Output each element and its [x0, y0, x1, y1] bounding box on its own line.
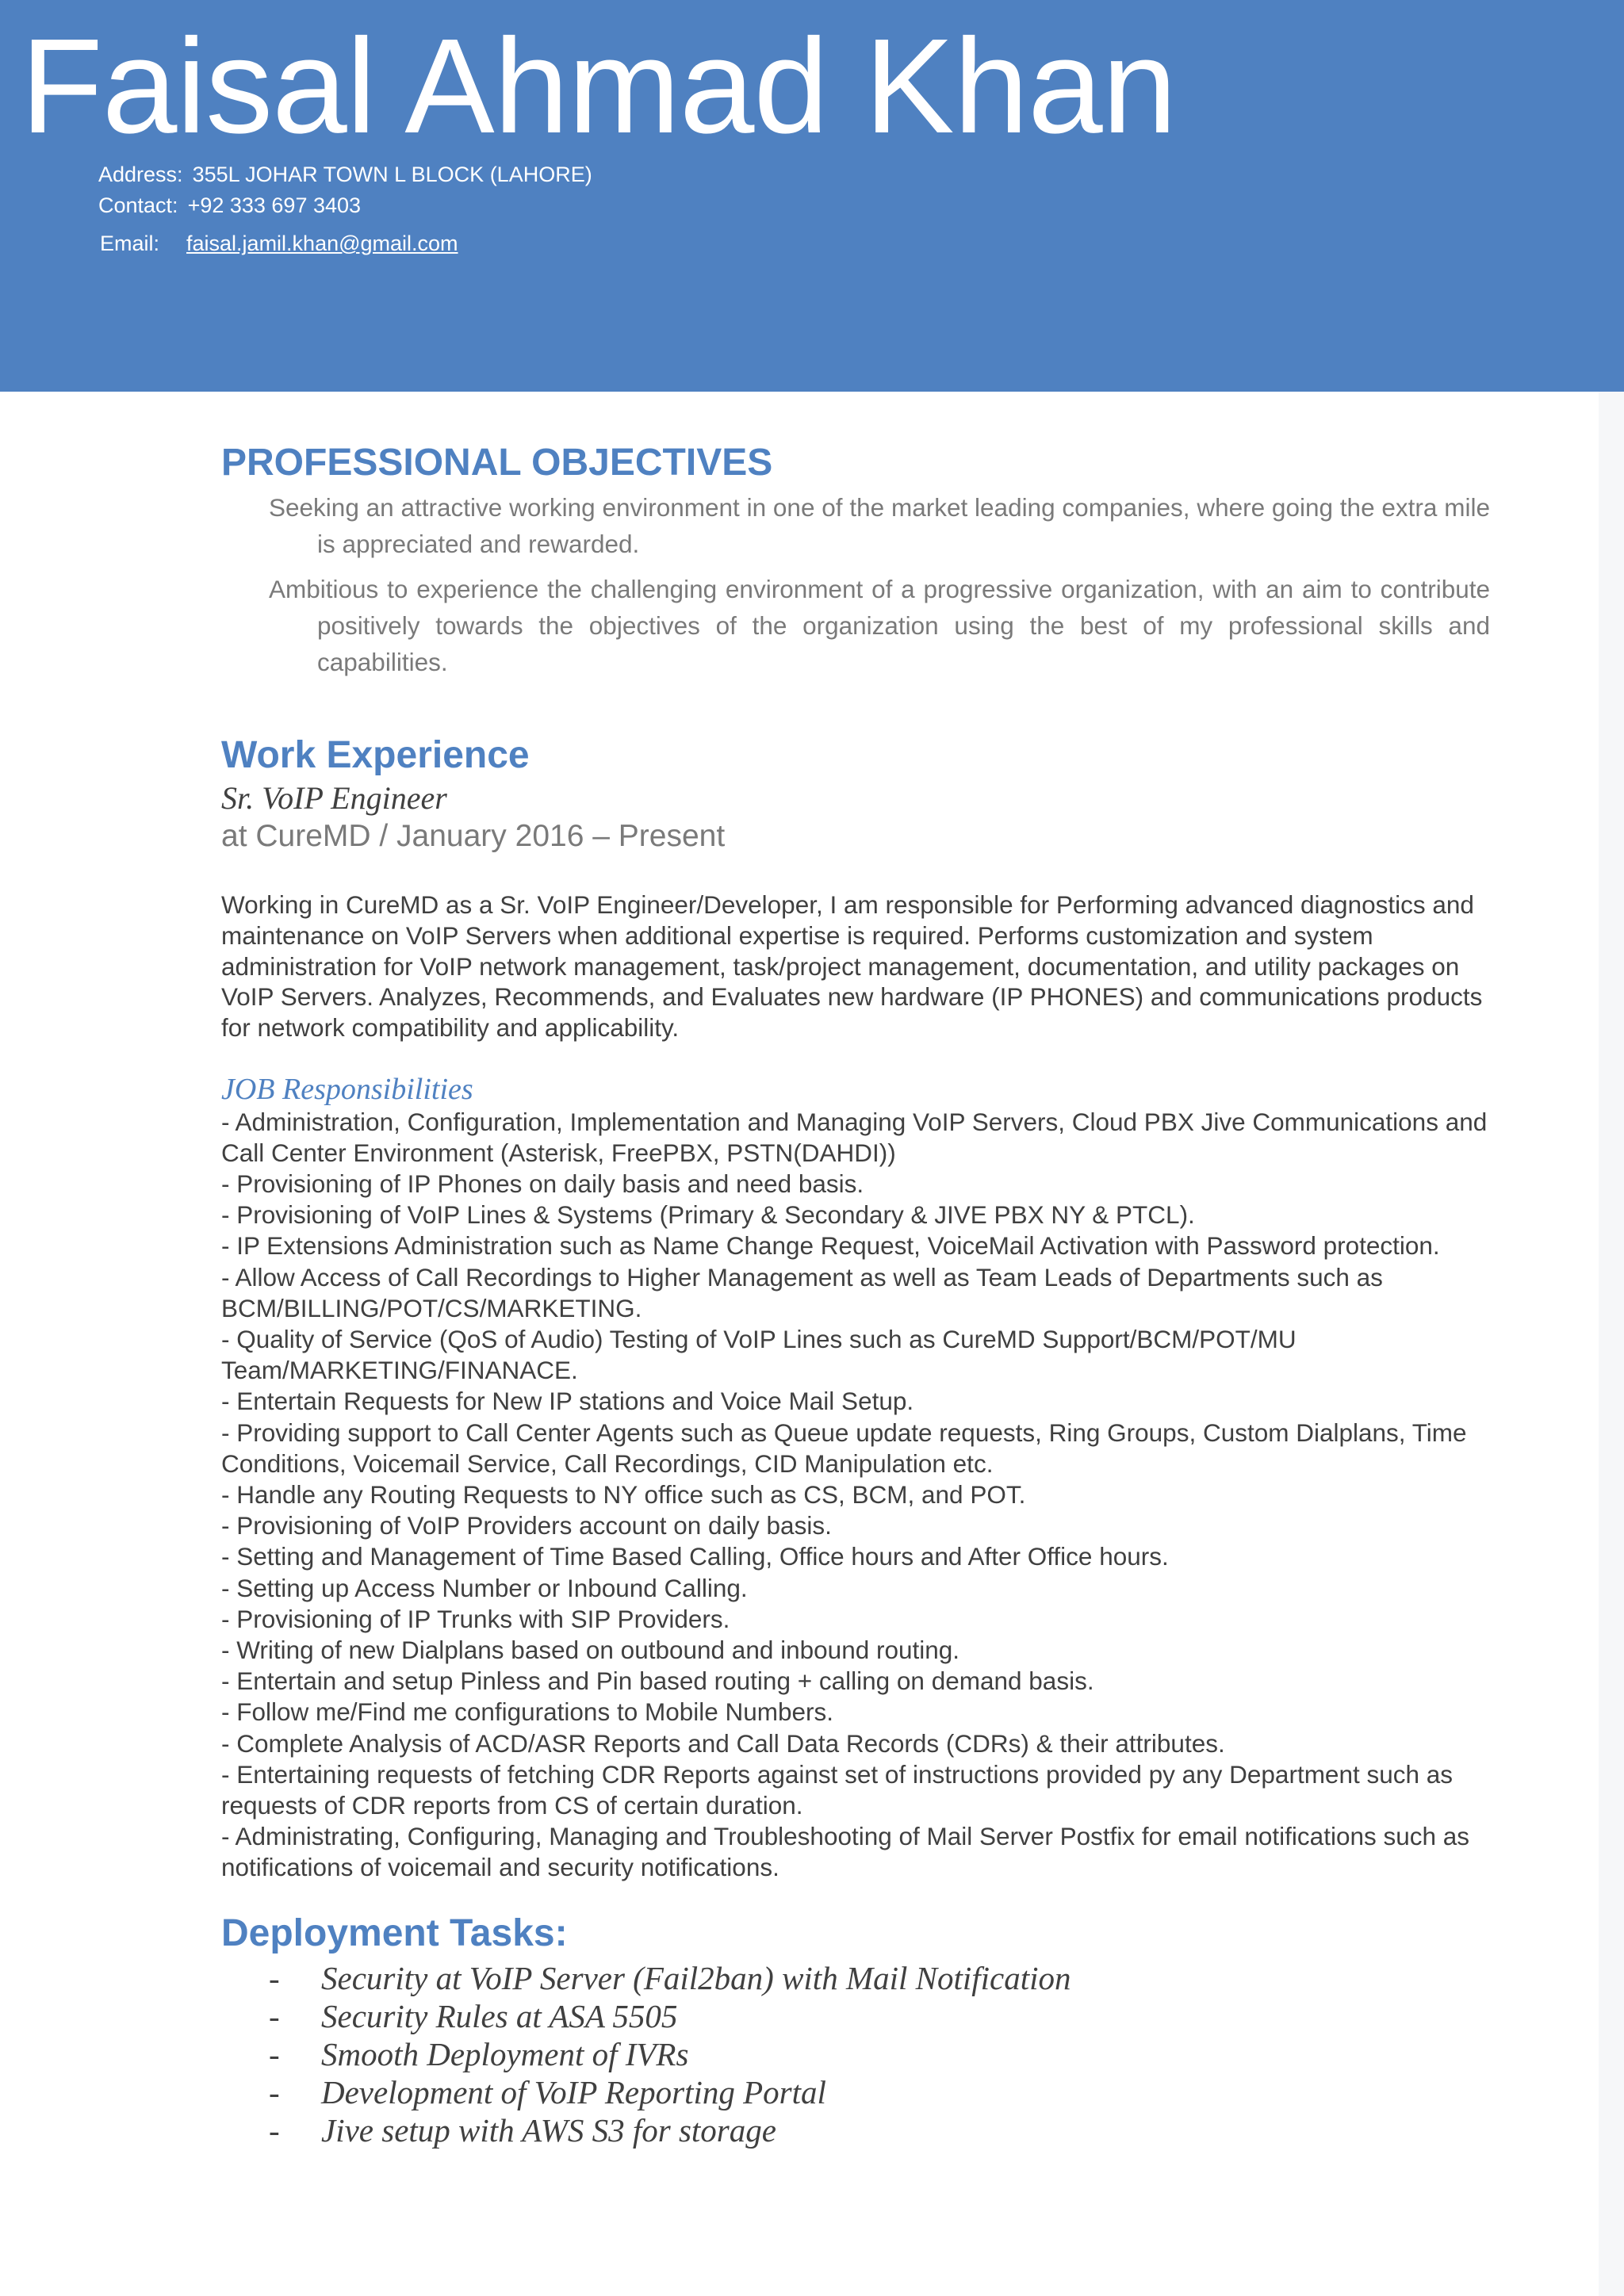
responsibility-item: - Provisioning of IP Phones on daily basis and need basis.	[221, 1169, 864, 1198]
responsibility-item: - Handle any Routing Requests to NY office such as CS, BCM, and POT.	[221, 1480, 1026, 1509]
deployment-task-text: Development of VoIP Reporting Portal	[321, 2074, 826, 2111]
responsibility-item: - Entertain Requests for New IP stations and Voice Mail Setup.	[221, 1387, 914, 1416]
objectives-heading: PROFESSIONAL OBJECTIVES	[221, 442, 773, 484]
job-summary: Working in CureMD as a Sr. VoIP Engineer/Developer, I am responsible for Performing advanced diagnostics and maintenance on VoIP Servers when additional expertise is required. Performs customization and system administration for VoIP network management, task/project management, documentation, and utility packages on VoIP Servers. Analyzes, Recommends, and Evaluates new hardware (IP PHONES) and communications products for network compatibility and applicability.	[221, 890, 1483, 1043]
list-dash: -	[269, 2112, 280, 2149]
objective-paragraph: Ambitious to experience the challenging environment of a progressive organization, with an aim to contribute positively towards the objectives of the organization using the best of my professional skills and capabilities.	[269, 574, 1490, 676]
deployment-task-list	[221, 1959, 1498, 2149]
contact-row	[98, 195, 361, 216]
responsibility-item: - Entertaining requests of fetching CDR Reports against set of instructions provided py any Department such as requests of CDR reports from CS of certain duration.	[221, 1759, 1454, 1820]
deployment-task-text: Smooth Deployment of IVRs	[321, 2036, 689, 2073]
responsibility-item: - Provisioning of VoIP Lines & Systems (Primary & Secondary & JIVE PBX NY & PTCL).	[221, 1200, 1195, 1230]
list-dash: -	[269, 1998, 280, 2035]
responsibility-item: - Providing support to Call Center Agents such as Queue update requests, Ring Groups, Custom Dialplans, Time Conditions, Voicemail Service, Call Recordings, CID Manipulation etc.	[221, 1418, 1467, 1478]
responsibility-item: - Quality of Service (QoS of Audio) Testing of VoIP Lines such as CureMD Support/BCM/POT/MU Team/MARKETING/FINANACE.	[221, 1324, 1297, 1385]
responsibility-item: - Administrating, Configuring, Managing and Troubleshooting of Mail Server Postfix for email notifications such as notifications of voicemail and security notifications.	[221, 1822, 1470, 1882]
responsibility-item: - Setting and Management of Time Based Calling, Office hours and After Office hours.	[221, 1542, 1169, 1571]
responsibilities-heading: JOB Responsibilities	[221, 1072, 473, 1106]
list-dash: -	[269, 2074, 280, 2111]
deployment-section	[221, 1911, 1498, 2150]
deployment-task	[221, 2073, 1498, 2111]
email-link[interactable]: faisal.jamil.khan@gmail.com	[186, 232, 458, 255]
responsibility-item: - Follow me/Find me configurations to Mobile Numbers.	[221, 1697, 834, 1727]
responsibility-item: - Setting up Access Number or Inbound Calling.	[221, 1573, 748, 1602]
job-company-dates: at CureMD / January 2016 – Present	[221, 819, 726, 854]
address-row	[98, 164, 592, 186]
deployment-task	[221, 2035, 1498, 2073]
list-dash: -	[269, 2036, 280, 2073]
deployment-task-text: Security Rules at ASA 5505	[321, 1998, 678, 2035]
responsibility-item: - Allow Access of Call Recordings to Higher Management as well as Team Leads of Departments such as BCM/BILLING/POT/CS/MARKETING.	[221, 1262, 1383, 1322]
work-experience-heading: Work Experience	[221, 733, 530, 776]
responsibility-item: - Provisioning of IP Trunks with SIP Providers.	[221, 1604, 730, 1633]
responsibilities-list	[221, 1107, 1498, 1884]
contact-value: +92 333 697 3403	[187, 193, 362, 217]
deployment-task	[221, 2111, 1498, 2149]
candidate-name: Faisal Ahmad Khan	[21, 11, 1177, 162]
responsibility-item: - Administration, Configuration, Implementation and Managing VoIP Servers, Cloud PBX Jive Communications and Call Center Environment (Asterisk, FreePBX, PSTN(DAHDI))	[221, 1107, 1488, 1167]
deployment-heading: Deployment Tasks:	[221, 1911, 568, 1954]
resume-body	[221, 440, 1498, 2149]
email-label: Email:	[100, 232, 160, 255]
responsibility-item: - Writing of new Dialplans based on outbound and inbound routing.	[221, 1636, 960, 1665]
address-value: 355L JOHAR TOWN L BLOCK (LAHORE)	[192, 163, 592, 186]
job-title: Sr. VoIP Engineer	[221, 780, 447, 817]
objectives-section	[221, 440, 1498, 680]
responsibility-item: - Provisioning of VoIP Providers account on daily basis.	[221, 1511, 832, 1540]
deployment-task-text: Jive setup with AWS S3 for storage	[321, 2112, 776, 2149]
email-row	[100, 233, 458, 254]
objective-paragraph: Seeking an attractive working environment in one of the market leading companies, where going the extra mile is appreciated and rewarded.	[269, 492, 1490, 558]
responsibility-item: - Complete Analysis of ACD/ASR Reports and Call Data Records (CDRs) & their attributes.	[221, 1728, 1225, 1758]
deployment-task	[221, 1959, 1498, 1997]
list-dash: -	[269, 1960, 280, 1997]
contact-label: Contact:	[98, 193, 178, 217]
work-experience-section	[221, 733, 1498, 1884]
address-label: Address:	[98, 163, 183, 186]
resume-header	[0, 0, 1624, 392]
deployment-task	[221, 1997, 1498, 2035]
responsibility-item: - Entertain and setup Pinless and Pin based routing + calling on demand basis.	[221, 1667, 1094, 1696]
deployment-task-text: Security at VoIP Server (Fail2ban) with Mail Notification	[321, 1960, 1071, 1997]
page-edge-shade	[1599, 392, 1624, 2296]
responsibility-item: - IP Extensions Administration such as Name Change Request, VoiceMail Activation with Password protection.	[221, 1231, 1440, 1261]
